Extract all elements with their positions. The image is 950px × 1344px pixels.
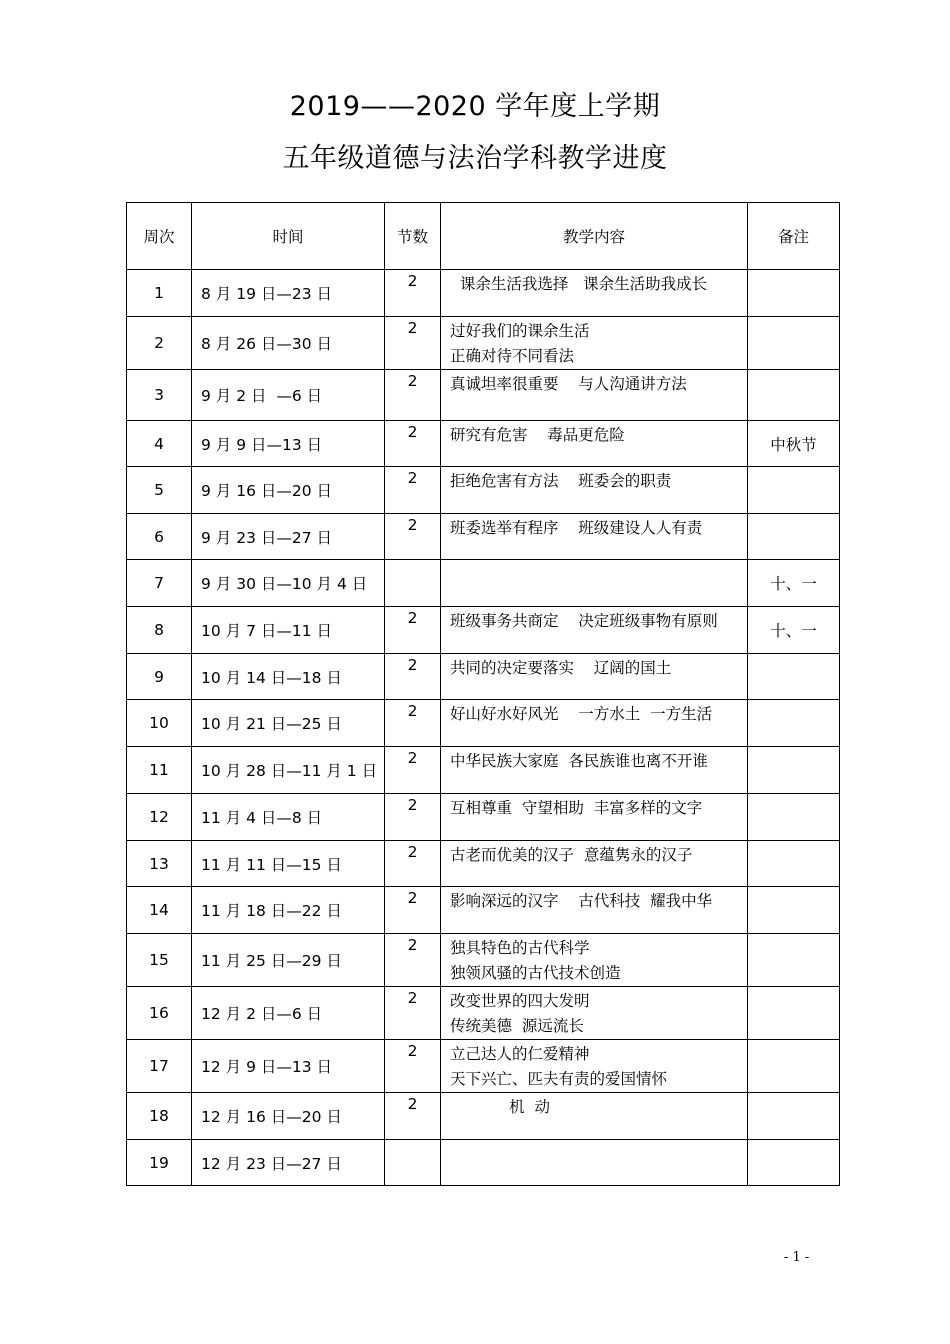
content-cell — [441, 1140, 748, 1186]
time-cell: 9 月 16 日—20 日 — [192, 467, 385, 514]
lessons-cell: 2 — [385, 654, 441, 700]
lessons-cell: 2 — [385, 887, 441, 934]
content-line: 中华民族大家庭 各民族谁也离不开谁 — [450, 752, 708, 770]
note-cell — [748, 987, 840, 1040]
week-cell: 14 — [127, 887, 192, 934]
note-cell — [748, 654, 840, 700]
time-cell: 11 月 25 日—29 日 — [192, 934, 385, 987]
time-cell: 12 月 9 日—13 日 — [192, 1040, 385, 1093]
note-cell — [748, 934, 840, 987]
week-cell: 3 — [127, 370, 192, 421]
table-row — [127, 560, 840, 607]
lessons-cell: 2 — [385, 1040, 441, 1093]
week-cell: 4 — [127, 421, 192, 467]
content-cell — [441, 887, 748, 934]
content-line: 改变世界的四大发明 — [450, 992, 590, 1010]
content-line: 好山好水好风光 一方水土 一方生活 — [450, 705, 713, 723]
content-line: 传统美德 源远流长 — [450, 1017, 584, 1035]
table-row — [127, 700, 840, 747]
content-line: 互相尊重 守望相助 丰富多样的文字 — [450, 799, 703, 817]
week-cell: 10 — [127, 700, 192, 747]
content-cell — [441, 607, 748, 654]
note-cell — [748, 841, 840, 887]
table-row — [127, 1093, 840, 1140]
content-line: 影响深远的汉字 古代科技 耀我中华 — [450, 892, 713, 910]
lessons-cell: 2 — [385, 934, 441, 987]
note-cell: 十、一 — [748, 607, 840, 654]
content-cell — [441, 467, 748, 514]
note-cell — [748, 370, 840, 421]
week-cell: 17 — [127, 1040, 192, 1093]
content-cell — [441, 700, 748, 747]
week-cell: 18 — [127, 1093, 192, 1140]
header-time: 时间 — [192, 203, 385, 270]
lessons-cell: 2 — [385, 700, 441, 747]
table-row — [127, 747, 840, 794]
week-cell: 15 — [127, 934, 192, 987]
table-row — [127, 421, 840, 467]
note-cell — [748, 1140, 840, 1186]
content-line: 班级事务共商定 决定班级事物有原则 — [450, 612, 718, 630]
time-cell: 12 月 23 日—27 日 — [192, 1140, 385, 1186]
week-cell: 8 — [127, 607, 192, 654]
week-cell: 11 — [127, 747, 192, 794]
content-cell — [441, 270, 748, 317]
week-cell: 1 — [127, 270, 192, 317]
content-cell — [441, 560, 748, 607]
lessons-cell: 2 — [385, 794, 441, 841]
time-cell: 9 月 23 日—27 日 — [192, 514, 385, 560]
time-cell: 8 月 19 日—23 日 — [192, 270, 385, 317]
content-line: 课余生活我选择 课余生活助我成长 — [450, 275, 708, 293]
lessons-cell: 2 — [385, 1093, 441, 1140]
content-cell — [441, 987, 748, 1040]
time-cell: 10 月 7 日—11 日 — [192, 607, 385, 654]
note-cell — [748, 514, 840, 560]
week-cell: 9 — [127, 654, 192, 700]
content-line: 共同的决定要落实 辽阔的国土 — [450, 659, 672, 677]
lessons-cell: 2 — [385, 270, 441, 317]
lessons-cell: 2 — [385, 421, 441, 467]
header-lessons: 节数 — [385, 203, 441, 270]
table-row — [127, 607, 840, 654]
content-cell — [441, 421, 748, 467]
time-cell: 10 月 28 日—11 月 1 日 — [192, 747, 385, 794]
lessons-cell: 2 — [385, 370, 441, 421]
time-cell: 11 月 18 日—22 日 — [192, 887, 385, 934]
header-note: 备注 — [748, 203, 840, 270]
week-cell: 6 — [127, 514, 192, 560]
content-cell — [441, 514, 748, 560]
time-cell: 12 月 2 日—6 日 — [192, 987, 385, 1040]
week-cell: 16 — [127, 987, 192, 1040]
table-row — [127, 1040, 840, 1093]
time-cell: 9 月 2 日 —6 日 — [192, 370, 385, 421]
table-row — [127, 317, 840, 370]
time-cell: 9 月 30 日—10 月 4 日 — [192, 560, 385, 607]
lessons-cell: 2 — [385, 514, 441, 560]
lessons-cell: 2 — [385, 841, 441, 887]
table-row — [127, 841, 840, 887]
table-row — [127, 370, 840, 421]
note-cell — [748, 887, 840, 934]
week-cell: 12 — [127, 794, 192, 841]
header-content: 教学内容 — [441, 203, 748, 270]
lessons-cell: 2 — [385, 317, 441, 370]
time-cell: 11 月 11 日—15 日 — [192, 841, 385, 887]
note-cell — [748, 270, 840, 317]
content-cell — [441, 654, 748, 700]
note-cell — [748, 747, 840, 794]
lessons-cell: 2 — [385, 467, 441, 514]
content-cell — [441, 934, 748, 987]
note-cell — [748, 467, 840, 514]
content-line: 机 动 — [450, 1098, 550, 1116]
content-line: 天下兴亡、匹夫有责的爱国情怀 — [450, 1070, 668, 1088]
week-cell: 2 — [127, 317, 192, 370]
lessons-cell — [385, 1140, 441, 1186]
note-cell — [748, 1093, 840, 1140]
content-cell — [441, 1040, 748, 1093]
table-row — [127, 934, 840, 987]
note-cell — [748, 700, 840, 747]
table-row — [127, 654, 840, 700]
week-cell: 13 — [127, 841, 192, 887]
content-line: 古老而优美的汉子 意蕴隽永的汉子 — [450, 846, 693, 864]
time-cell: 10 月 21 日—25 日 — [192, 700, 385, 747]
lessons-cell: 2 — [385, 607, 441, 654]
table-row — [127, 794, 840, 841]
time-cell: 11 月 4 日—8 日 — [192, 794, 385, 841]
time-cell: 8 月 26 日—30 日 — [192, 317, 385, 370]
content-cell — [441, 747, 748, 794]
content-line: 班委选举有程序 班级建设人人有责 — [450, 519, 703, 537]
week-cell: 19 — [127, 1140, 192, 1186]
page-number: - 1 - — [784, 1250, 810, 1265]
table-row — [127, 467, 840, 514]
content-cell — [441, 794, 748, 841]
content-line: 真诚坦率很重要 与人沟通讲方法 — [450, 375, 687, 393]
time-cell: 9 月 9 日—13 日 — [192, 421, 385, 467]
note-cell: 十、一 — [748, 560, 840, 607]
week-cell: 5 — [127, 467, 192, 514]
content-cell — [441, 1093, 748, 1140]
note-cell — [748, 794, 840, 841]
document-subtitle: 五年级道德与法治学科教学进度 — [282, 143, 668, 174]
header-week: 周次 — [127, 203, 192, 270]
content-cell — [441, 841, 748, 887]
note-cell — [748, 317, 840, 370]
content-cell — [441, 370, 748, 421]
lessons-cell: 2 — [385, 987, 441, 1040]
table-row — [127, 987, 840, 1040]
table-row — [127, 887, 840, 934]
lessons-cell — [385, 560, 441, 607]
table-row — [127, 1140, 840, 1186]
week-cell: 7 — [127, 560, 192, 607]
content-cell — [441, 317, 748, 370]
content-line: 过好我们的课余生活 — [450, 322, 590, 340]
content-line: 独具特色的古代科学 — [450, 939, 590, 957]
content-line: 正确对待不同看法 — [450, 347, 575, 365]
note-cell — [748, 1040, 840, 1093]
note-cell: 中秋节 — [748, 421, 840, 467]
content-line: 独领风骚的古代技术创造 — [450, 964, 621, 982]
content-line: 研究有危害 毒品更危险 — [450, 426, 625, 444]
document-title: 2019——2020 学年度上学期 — [289, 91, 661, 122]
schedule-table — [126, 202, 840, 1186]
content-line: 立己达人的仁爱精神 — [450, 1045, 590, 1063]
time-cell: 10 月 14 日—18 日 — [192, 654, 385, 700]
content-line: 拒绝危害有方法 班委会的职责 — [450, 472, 672, 490]
header-row — [127, 203, 840, 270]
time-cell: 12 月 16 日—20 日 — [192, 1093, 385, 1140]
table-row — [127, 514, 840, 560]
lessons-cell: 2 — [385, 747, 441, 794]
table-row — [127, 270, 840, 317]
